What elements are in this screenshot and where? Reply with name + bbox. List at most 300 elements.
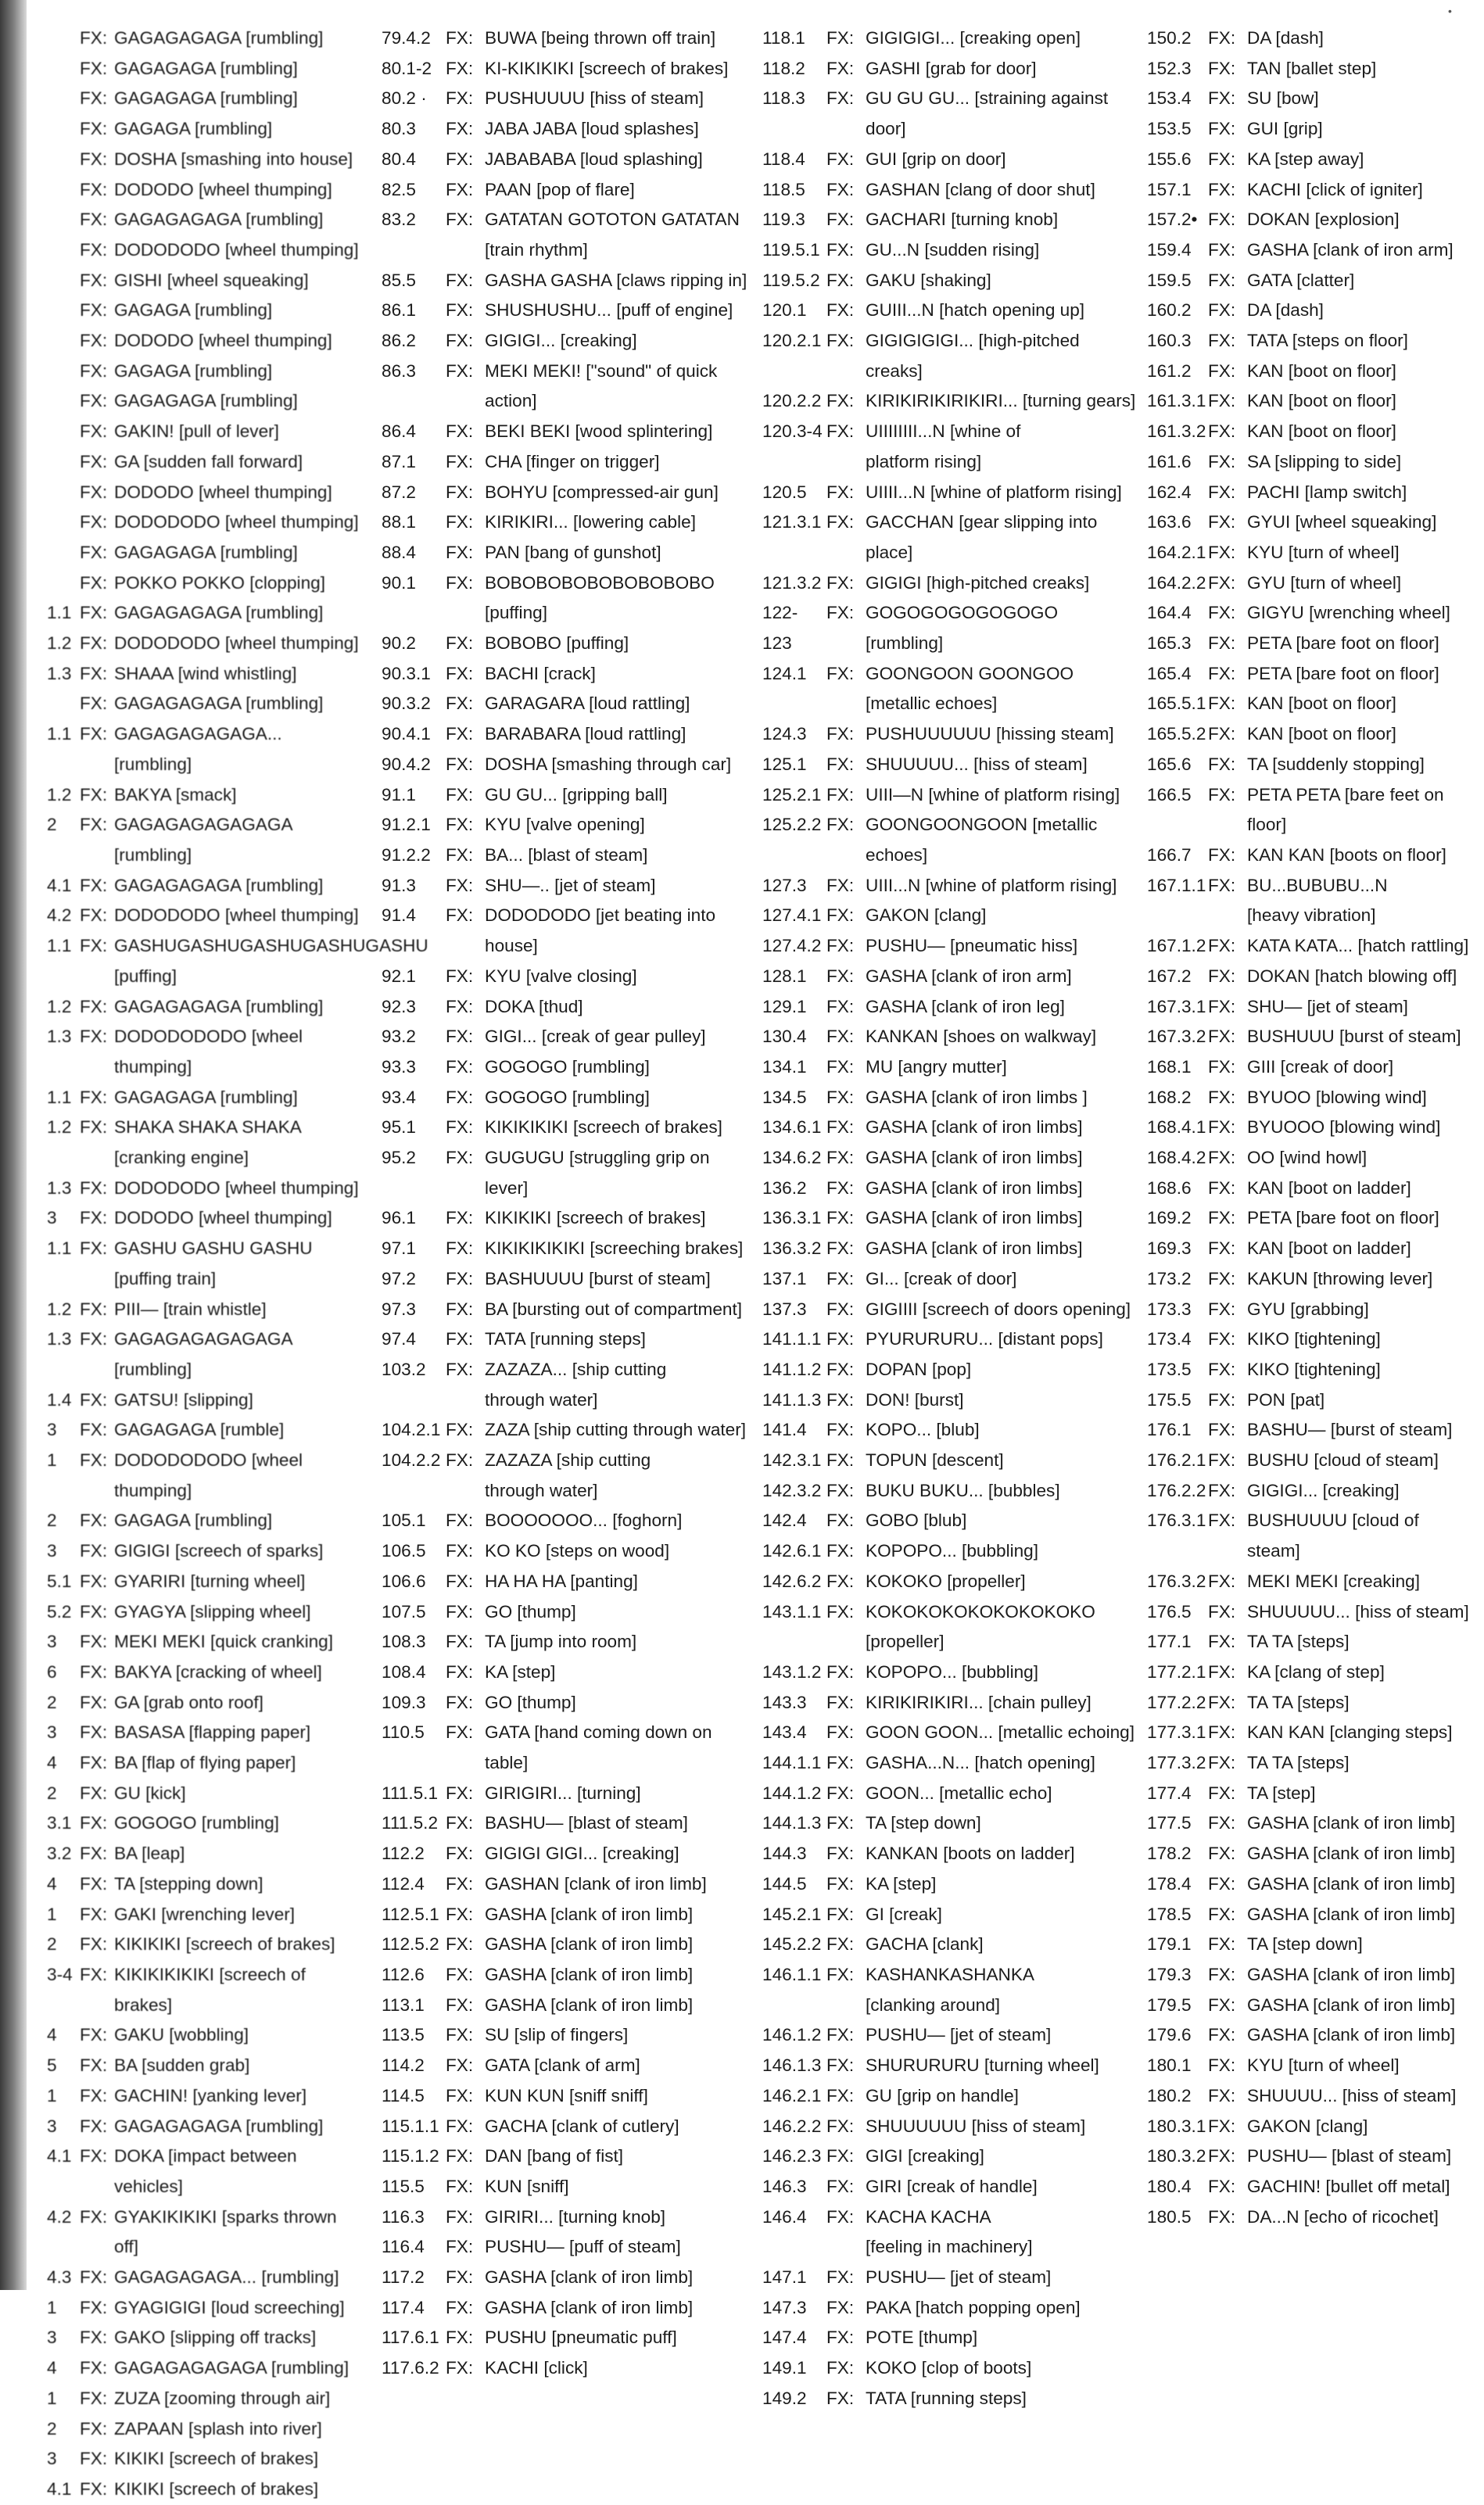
fx-sound-text: GYAKIKIKIKI [sparks thrown off]	[114, 2206, 337, 2257]
panel-reference: 149.2	[762, 2388, 807, 2408]
fx-entry	[1147, 507, 1475, 538]
fx-description	[866, 1779, 1138, 1809]
fx-label: FX:	[80, 1511, 108, 1531]
fx-description	[866, 2323, 1138, 2353]
fx-description	[114, 810, 360, 870]
fx-label: FX:	[446, 1994, 474, 2015]
fx-description	[114, 1415, 360, 1446]
fx-entry	[762, 1052, 1138, 1083]
fx-sound-text: KAN [boot on floor]	[1247, 724, 1396, 744]
fx-sound-text: TATA [running steps]	[485, 1329, 646, 1349]
fx-label: FX:	[826, 875, 855, 895]
fx-description	[114, 266, 360, 296]
fx-entry	[1147, 326, 1475, 357]
fx-label: FX:	[1208, 88, 1236, 109]
fx-label: FX:	[1208, 1813, 1236, 1833]
fx-entry	[1147, 1355, 1475, 1385]
panel-reference: 105.1	[382, 1511, 426, 1531]
fx-entry	[47, 2353, 360, 2384]
fx-entry	[762, 901, 1138, 931]
fx-sound-text: GYU [grabbing]	[1247, 1299, 1369, 1319]
fx-description	[1247, 1446, 1475, 1476]
panel-reference: 142.3.1	[762, 1450, 822, 1471]
panel-reference: 1	[47, 2297, 57, 2317]
fx-sound-text: BUWA [being thrown off train]	[485, 28, 716, 48]
panel-reference: 141.1.3	[762, 1389, 822, 1410]
fx-entry	[1147, 962, 1475, 992]
fx-entry	[1147, 2172, 1475, 2202]
fx-description	[485, 1688, 757, 1718]
fx-description	[114, 901, 360, 931]
fx-entry	[1147, 1476, 1475, 1507]
fx-description	[485, 507, 757, 538]
panel-reference: 92.1	[382, 966, 416, 986]
panel-reference: 108.4	[382, 1661, 426, 1682]
fx-description	[114, 23, 360, 54]
fx-sound-text: SHAAA [wind whistling]	[114, 663, 297, 683]
panel-reference: 177.4	[1147, 1783, 1192, 1803]
fx-sound-text: BARABARA [loud rattling]	[485, 724, 686, 744]
fx-label: FX:	[446, 1722, 474, 1743]
fx-label: FX:	[1208, 1753, 1236, 1773]
fx-description	[866, 1324, 1138, 1355]
fx-entry	[382, 1234, 757, 1264]
fx-label: FX:	[1208, 239, 1236, 260]
panel-reference: 168.4.1	[1147, 1117, 1206, 1138]
fx-description	[866, 931, 1138, 962]
fx-entry	[1147, 1657, 1475, 1688]
fx-description	[866, 2112, 1138, 2142]
fx-sound-text: BOOOOOOO... [foghorn]	[485, 1511, 683, 1531]
fx-entry	[762, 1355, 1138, 1385]
panel-reference: 165.5.2	[1147, 724, 1206, 744]
panel-reference: 180.1	[1147, 2055, 1192, 2076]
panel-reference: 86.3	[382, 360, 416, 381]
fx-label: FX:	[80, 331, 108, 351]
fx-label: FX:	[826, 2085, 855, 2105]
fx-entry	[47, 1900, 360, 1930]
fx-description	[114, 2202, 360, 2263]
fx-description	[866, 2141, 1138, 2172]
fx-label: FX:	[446, 2055, 474, 2076]
panel-reference: 3	[47, 1420, 57, 1440]
fx-sound-text: PUSHU— [puff of steam]	[485, 2237, 681, 2257]
panel-reference: 176.5	[1147, 1601, 1192, 1622]
fx-description	[1247, 689, 1475, 719]
fx-sound-text: KAN [boot on floor]	[1247, 693, 1396, 714]
fx-entry	[382, 296, 757, 326]
panel-reference: 80.1-2	[382, 58, 432, 78]
fx-description	[114, 2263, 360, 2293]
fx-label: FX:	[1208, 572, 1236, 593]
fx-entry	[1147, 1779, 1475, 1809]
fx-description	[485, 1808, 757, 1839]
fx-sound-text: DOKA [thud]	[485, 996, 583, 1016]
fx-label: FX:	[826, 1904, 855, 1924]
panel-reference: 169.3	[1147, 1238, 1192, 1259]
fx-description	[866, 2384, 1138, 2414]
fx-description	[1247, 1960, 1475, 1991]
fx-sound-text: KYU [turn of wheel]	[1247, 542, 1400, 562]
panel-reference: 86.1	[382, 300, 416, 321]
fx-entry	[382, 145, 757, 175]
fx-description	[114, 2112, 360, 2142]
fx-sound-text: GIGIGI... [creaking]	[485, 331, 637, 351]
fx-description	[485, 478, 757, 508]
fx-sound-text: GASHA [clank of iron limb]	[485, 2297, 694, 2317]
panel-reference: 4.1	[47, 2478, 72, 2499]
fx-sound-text: GASHA [clank of iron arm]	[1247, 239, 1454, 260]
fx-entry	[382, 1869, 757, 1900]
fx-sound-text: KOPOPO... [bubbling]	[866, 1661, 1039, 1682]
fx-description	[114, 2020, 360, 2051]
fx-label: FX:	[446, 1117, 474, 1138]
panel-reference: 96.1	[382, 1208, 416, 1228]
fx-description	[1247, 1324, 1475, 1355]
fx-entry	[382, 2323, 757, 2353]
fx-sound-text: KA [clang of step]	[1247, 1661, 1385, 1682]
fx-description	[866, 2081, 1138, 2112]
fx-label: FX:	[446, 2146, 474, 2166]
panel-reference: 91.4	[382, 905, 416, 926]
fx-description	[485, 629, 757, 659]
fx-sound-text: GASHUGASHUGASHUGASHUGASHU	[114, 936, 428, 956]
fx-description	[485, 538, 757, 568]
fx-label: FX:	[80, 1753, 108, 1773]
fx-entry	[762, 1900, 1138, 1930]
fx-sound-text: SHUUUU... [hiss of steam]	[1247, 2085, 1457, 2105]
fx-label: FX:	[826, 2297, 855, 2317]
fx-sound-text: GAGAGAGA [rumbling]	[114, 542, 298, 562]
fx-description	[866, 1869, 1138, 1900]
fx-description-continuation: platform rising]	[866, 451, 982, 471]
panel-reference: 146.2.3	[762, 2146, 822, 2166]
fx-sound-text: KA [step away]	[1247, 149, 1364, 169]
fx-description	[866, 1083, 1138, 1113]
fx-label: FX:	[1208, 1783, 1236, 1803]
fx-sound-text: PETA PETA [bare feet on floor]	[1247, 784, 1444, 835]
fx-label: FX:	[826, 936, 855, 956]
fx-sound-text: DODODO [wheel thumping]	[114, 1208, 332, 1228]
fx-entry	[762, 266, 1138, 296]
fx-label: FX:	[80, 693, 108, 714]
fx-description	[1247, 1779, 1475, 1809]
panel-reference: 112.4	[382, 1873, 425, 1894]
fx-entry	[47, 1174, 360, 1204]
fx-sound-text: GAGAGA [rumbling]	[114, 1511, 273, 1531]
fx-label: FX:	[1208, 936, 1236, 956]
fx-label: FX:	[80, 1117, 108, 1138]
fx-sound-text: GAGAGAGAGAGA... [rumbling]	[114, 724, 282, 774]
fx-entry	[47, 296, 360, 326]
fx-sound-text: SA [slipping to side]	[1247, 451, 1402, 471]
fx-entry	[382, 992, 757, 1023]
panel-reference: 119.5.2	[762, 270, 820, 290]
fx-sound-text: TATA [running steps]	[866, 2388, 1027, 2408]
fx-description	[485, 447, 757, 478]
fx-description	[114, 1536, 360, 1567]
fx-entry	[762, 2141, 1138, 2172]
fx-entry	[47, 2202, 360, 2263]
fx-description	[1247, 1264, 1475, 1295]
fx-sound-text: GU [kick]	[114, 1783, 186, 1803]
fx-label: FX:	[80, 1389, 108, 1410]
panel-reference: 165.6	[1147, 754, 1192, 774]
fx-entry	[382, 1839, 757, 1869]
fx-description	[114, 1688, 360, 1718]
fx-entry	[47, 1960, 360, 2020]
fx-sound-text: SHURURURU [turning wheel]	[866, 2055, 1099, 2076]
fx-label: FX:	[80, 1632, 108, 1652]
fx-sound-text: SHAKA SHAKA SHAKA	[114, 1117, 302, 1138]
fx-description	[114, 1506, 360, 1536]
fx-entry	[47, 2293, 360, 2324]
fx-description	[485, 2323, 757, 2353]
fx-sound-text: GAGAGAGAGAGA [rumbling]	[114, 2358, 349, 2378]
fx-label: FX:	[446, 482, 474, 502]
fx-description	[1247, 719, 1475, 750]
fx-sound-text: GAGAGAGAGA... [rumbling]	[114, 2267, 339, 2288]
fx-description	[114, 2051, 360, 2081]
fx-description	[866, 1113, 1138, 1143]
fx-sound-text: JABABABA [loud splashing]	[485, 149, 703, 169]
fx-entry	[1147, 2020, 1475, 2051]
fx-description	[485, 1597, 757, 1628]
fx-entry	[382, 2081, 757, 2112]
fx-entry	[762, 386, 1138, 417]
fx-entry	[382, 1264, 757, 1295]
fx-entry	[762, 1324, 1138, 1355]
fx-description	[485, 1143, 757, 1203]
fx-label: FX:	[826, 603, 855, 623]
fx-sound-text: BOHYU [compressed-air gun]	[485, 482, 719, 502]
panel-reference: 90.2	[382, 633, 416, 654]
fx-sound-text: GOGOGO [rumbling]	[485, 1087, 650, 1107]
fx-entry	[382, 629, 757, 659]
fx-entry	[762, 1113, 1138, 1143]
fx-entry	[382, 1355, 757, 1415]
panel-reference: 125.1	[762, 754, 807, 774]
fx-entry	[382, 1930, 757, 1960]
fx-entry	[382, 2202, 757, 2233]
fx-sound-text: GAKON [clang]	[866, 905, 987, 926]
fx-sound-text: GAGAGAGAGA [rumbling]	[114, 693, 324, 714]
fx-label: FX:	[1208, 1268, 1236, 1288]
fx-entry	[47, 205, 360, 235]
fx-description	[485, 145, 757, 175]
fx-sound-text: GAGAGAGA [rumbling]	[114, 391, 298, 411]
fx-description	[1247, 23, 1475, 54]
fx-label: FX:	[446, 2025, 474, 2045]
panel-reference: 1	[47, 2388, 57, 2408]
fx-entry	[382, 2172, 757, 2202]
fx-label: FX:	[446, 1813, 474, 1833]
fx-label: FX:	[80, 2478, 108, 2499]
panel-reference: 176.3.2	[1147, 1571, 1206, 1591]
fx-sound-text: KO KO [steps on wood]	[485, 1541, 670, 1561]
fx-description	[485, 205, 757, 265]
panel-reference: 179.3	[1147, 1965, 1192, 1984]
fx-entry	[1147, 84, 1475, 114]
panel-reference: 3	[47, 1541, 57, 1561]
fx-entry	[762, 1960, 1138, 2020]
fx-label: FX:	[80, 1177, 108, 1198]
panel-reference: 87.1	[382, 451, 416, 471]
fx-sound-text: KOPOPO... [bubbling]	[866, 1541, 1039, 1561]
panel-reference: 147.4	[762, 2328, 807, 2348]
fx-label: FX:	[1208, 1904, 1236, 1924]
panel-reference: 143.1.1	[762, 1601, 822, 1622]
fx-label: FX:	[826, 1541, 855, 1561]
panel-reference: 95.1	[382, 1117, 416, 1138]
fx-description	[114, 386, 360, 417]
fx-description	[485, 1022, 757, 1052]
fx-label: FX:	[1208, 1056, 1236, 1077]
fx-label: FX:	[80, 1844, 108, 1864]
fx-label: FX:	[1208, 2206, 1236, 2227]
fx-entry	[47, 2444, 360, 2475]
fx-sound-text: TA TA [steps]	[1247, 1692, 1350, 1712]
panel-reference: 173.2	[1147, 1268, 1192, 1288]
panel-reference: 1.2	[47, 784, 72, 805]
fx-sound-text: SHUSHUSHU... [puff of engine]	[485, 300, 733, 321]
panel-reference: 161.6	[1147, 451, 1192, 471]
panel-reference: 116.3	[382, 2206, 425, 2227]
fx-label: FX:	[80, 2055, 108, 2076]
fx-label: FX:	[1208, 754, 1236, 774]
fx-entry	[1147, 235, 1475, 266]
fx-sound-text: CHA [finger on trigger]	[485, 451, 660, 471]
fx-entry	[762, 84, 1138, 144]
fx-sound-text: BUKU BUKU... [bubbles]	[866, 1480, 1060, 1500]
fx-label: FX:	[1208, 1965, 1236, 1984]
fx-entry	[382, 2051, 757, 2081]
fx-description	[114, 1960, 360, 2020]
fx-label: FX:	[446, 844, 474, 865]
fx-sound-text: GIGI... [creak of gear pulley]	[485, 1027, 706, 1047]
fx-label: FX:	[80, 2297, 108, 2317]
panel-reference: 146.1.2	[762, 2025, 822, 2045]
fx-label: FX:	[80, 1783, 108, 1803]
fx-sound-text: GASHA [clank of iron limb]	[485, 1904, 694, 1924]
fx-description	[485, 2353, 757, 2384]
fx-entry	[47, 1930, 360, 1960]
fx-description	[1247, 1143, 1475, 1174]
fx-entry	[382, 1446, 757, 1506]
fx-label: FX:	[826, 1087, 855, 1107]
fx-description	[485, 568, 757, 629]
fx-description	[1247, 962, 1475, 992]
fx-description	[485, 1355, 757, 1415]
fx-sound-text: GACHIN! [yanking lever]	[114, 2085, 307, 2105]
fx-entry	[762, 2051, 1138, 2081]
panel-reference: 134.5	[762, 1087, 807, 1107]
panel-reference: 136.3.1	[762, 1208, 822, 1228]
panel-reference: 153.4	[1147, 88, 1192, 109]
fx-entry	[762, 931, 1138, 962]
fx-sound-text: POKKO POKKO [clopping]	[114, 572, 325, 593]
fx-entry	[382, 266, 757, 296]
fx-label: FX:	[1208, 1480, 1236, 1500]
panel-reference: 134.6.1	[762, 1117, 822, 1138]
fx-sound-text: GISHI [wheel squeaking]	[114, 270, 309, 290]
panel-reference: 115.5	[382, 2176, 425, 2196]
panel-reference: 143.1.2	[762, 1661, 822, 1682]
panel-reference: 104.2.1	[382, 1420, 441, 1440]
fx-entry	[762, 598, 1138, 658]
fx-label: FX:	[80, 1571, 108, 1591]
fx-sound-text: GATA [clank of arm]	[485, 2055, 640, 2076]
fx-label: FX:	[446, 58, 474, 78]
fx-entry	[1147, 1324, 1475, 1355]
fx-entry	[382, 205, 757, 265]
panel-reference: 1.2	[47, 996, 72, 1016]
fx-sound-text: GOONGOON GOONGOO	[866, 663, 1074, 683]
fx-description	[1247, 1203, 1475, 1234]
panel-reference: 176.2.2	[1147, 1480, 1206, 1500]
fx-description	[866, 2263, 1138, 2293]
fx-description	[866, 1052, 1138, 1083]
panel-reference: 165.5.1	[1147, 693, 1206, 714]
fx-description	[485, 1718, 757, 1778]
fx-label: FX:	[446, 2116, 474, 2136]
fx-label: FX:	[1208, 784, 1236, 805]
fx-label: FX:	[826, 2116, 855, 2136]
fx-description	[485, 1295, 757, 1325]
fx-description	[866, 1900, 1138, 1930]
fx-sound-text: PIII— [train whistle]	[114, 1299, 267, 1319]
fx-description	[114, 538, 360, 568]
fx-entry	[1147, 1264, 1475, 1295]
fx-sound-text: GYAGYA [slipping wheel]	[114, 1601, 311, 1622]
fx-label: FX:	[1208, 58, 1236, 78]
fx-entry	[47, 901, 360, 931]
fx-label: FX:	[1208, 1359, 1236, 1379]
fx-entry	[762, 2353, 1138, 2384]
fx-label: FX:	[80, 391, 108, 411]
fx-label: FX:	[1208, 1994, 1236, 2015]
fx-description	[866, 1839, 1138, 1869]
panel-reference: 124.1	[762, 663, 807, 683]
panel-reference: 145.2.1	[762, 1904, 822, 1924]
fx-label: FX:	[826, 1299, 855, 1319]
fx-entry	[1147, 1627, 1475, 1657]
panel-reference: 175.5	[1147, 1389, 1192, 1410]
panel-reference: 176.3.1	[1147, 1511, 1206, 1531]
fx-sound-text: GASHA [clank of iron limb]	[1247, 1994, 1456, 2015]
fx-sound-text: KIKIKI [screech of brakes]	[114, 2478, 319, 2499]
fx-label: FX:	[446, 1904, 474, 1924]
fx-label: FX:	[1208, 1692, 1236, 1712]
fx-description	[866, 326, 1138, 386]
fx-description	[485, 1264, 757, 1295]
fx-description	[114, 1597, 360, 1628]
fx-label: FX:	[446, 2267, 474, 2288]
panel-reference: 143.4	[762, 1722, 807, 1743]
fx-entry	[1147, 1900, 1475, 1930]
fx-sound-text: PAAN [pop of flare]	[485, 179, 635, 199]
fx-label: FX:	[1208, 1238, 1236, 1259]
fx-label: FX:	[446, 331, 474, 351]
fx-description	[866, 962, 1138, 992]
fx-description	[485, 2020, 757, 2051]
fx-label: FX:	[1208, 482, 1236, 502]
fx-label: FX:	[1208, 1208, 1236, 1228]
fx-description	[1247, 1869, 1475, 1900]
fx-entry	[1147, 1203, 1475, 1234]
fx-label: FX:	[826, 1148, 855, 1168]
fx-label: FX:	[446, 1601, 474, 1622]
